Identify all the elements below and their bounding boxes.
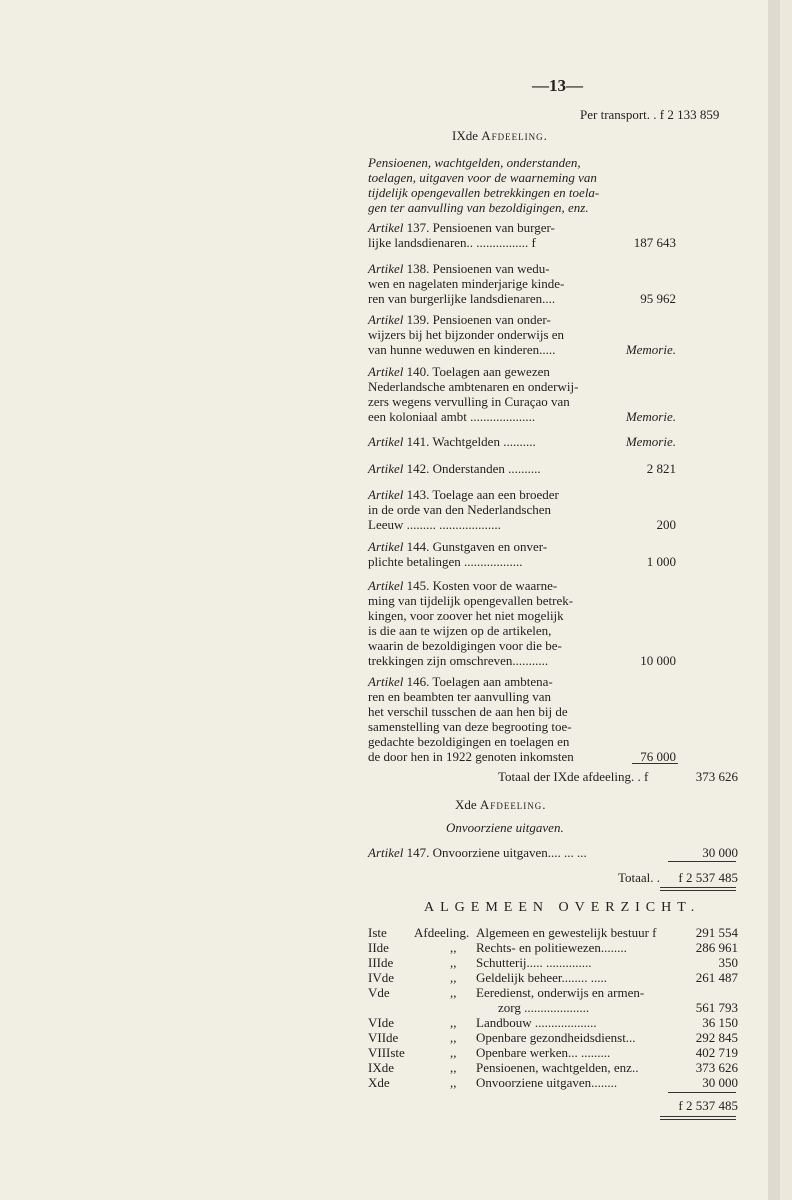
overview-row-desc: Rechts- en politiewezen........ (476, 940, 627, 955)
article-141-amount: Memorie. (625, 434, 676, 449)
article-143 (368, 487, 613, 532)
article-147 (368, 845, 587, 860)
overview-row-num: VIIIste (368, 1045, 405, 1060)
article-label: Artikel (368, 434, 404, 449)
article-142 (368, 461, 613, 476)
article-text: 137. Pensioenen van burger- (403, 220, 555, 235)
overview-row-num: VIde (368, 1015, 394, 1030)
article-text: 147. Onvoorziene uitgaven.... ... ... (403, 845, 587, 860)
article-139-amount: Memorie. (625, 342, 676, 357)
overview-row-mark: ,, (450, 985, 457, 1000)
overview-row-mark: ,, (450, 1045, 457, 1060)
article-label: Artikel (368, 487, 404, 502)
overview-row-amount: 561 793 (695, 1000, 738, 1015)
overview-row-desc: zorg .................... (498, 1000, 590, 1015)
article-label: Artikel (368, 578, 404, 593)
article-146-amount: 76 000 (640, 749, 676, 764)
overview-row-mark: ,, (450, 970, 457, 985)
article-text: 142. Onderstanden .......... (403, 461, 541, 476)
article-text: Leeuw ......... ................... (368, 517, 501, 532)
overview-row-desc: Schutterij..... .............. (476, 955, 592, 970)
article-141 (368, 434, 613, 449)
section9-heading-word: Afdeeling. (481, 128, 548, 143)
article-label: Artikel (368, 220, 404, 235)
article-text: de door hen in 1922 genoten inkomsten (368, 749, 574, 764)
article-144-amount: 1 000 (646, 554, 676, 569)
article-144 (368, 539, 613, 569)
transport-line (580, 107, 719, 122)
section10-subtitle: Onvoorziene uitgaven. (446, 820, 564, 835)
article-text: Nederlandsche ambtenaren en onderwij- (368, 379, 579, 394)
subtitle-line: tijdelijk opengevallen betrekkingen en toela- (368, 185, 600, 200)
article-text: 145. Kosten voor de waarne- (403, 578, 558, 593)
article-label: Artikel (368, 312, 404, 327)
article-138-amount: 95 962 (640, 291, 676, 306)
section10-heading (455, 797, 547, 812)
overview-row-num: Iste (368, 925, 387, 940)
article-text: in de orde van den Nederlandschen (368, 502, 552, 517)
overview-row-mark: ,, (450, 955, 457, 970)
overview-row-mark: ,, (450, 1030, 457, 1045)
article-140-amount: Memorie. (625, 409, 676, 424)
overview-total: f 2 537 485 (678, 1098, 738, 1113)
overview-row-desc: Onvoorziene uitgaven........ (476, 1075, 618, 1090)
overview-row-amount: 36 150 (702, 1015, 738, 1030)
article-label: Artikel (368, 461, 404, 476)
article-label: Artikel (368, 539, 404, 554)
article-text: trekkingen zijn omschreven........... (368, 653, 549, 668)
overview-row-amount: 286 961 (695, 940, 738, 955)
double-rule-bottom (660, 890, 736, 891)
overview-row-mark: Afdeeling. (414, 925, 470, 940)
total-rule (668, 861, 736, 862)
overview-row-desc: Landbouw ................... (476, 1015, 597, 1030)
section9-total-value: 373 626 (695, 769, 738, 784)
overview-row-desc: Eeredienst, onderwijs en armen- (476, 985, 645, 1000)
section10-heading-prefix: Xde (455, 797, 477, 812)
overview-double-rule-bottom (660, 1119, 736, 1120)
overview-row-num: IIde (368, 940, 389, 955)
overview-row-num: VIIde (368, 1030, 399, 1045)
overview-title: ALGEMEEN OVERZICHT. (424, 900, 701, 915)
article-137 (368, 220, 613, 250)
overview-row-desc: Pensioenen, wachtgelden, enz.. (476, 1060, 639, 1075)
article-text: wijzers bij het bijzonder onderwijs en (368, 327, 565, 342)
transport-label: Per transport. . (580, 107, 657, 122)
overview-double-rule-top (660, 1116, 736, 1117)
article-text: is die aan te wijzen op de artikelen, (368, 623, 552, 638)
article-147-amount: 30 000 (702, 845, 738, 860)
article-text: 139. Pensioenen van onder- (403, 312, 551, 327)
article-text: ren en beambten ter aanvulling van (368, 689, 552, 704)
overview-total-rule (668, 1092, 736, 1093)
overview-row-amount: 350 (718, 955, 738, 970)
article-text: plichte betalingen .................. (368, 554, 523, 569)
transport-value: f 2 133 859 (659, 107, 720, 122)
article-text: ren van burgerlijke landsdienaren.... (368, 291, 556, 306)
article-140 (368, 364, 613, 424)
overview-row-num: IIIde (368, 955, 394, 970)
article-text: 141. Wachtgelden .......... (403, 434, 536, 449)
overview-row-desc: Algemeen en gewestelijk bestuur f (476, 925, 657, 940)
overview-row-mark: ,, (450, 1075, 457, 1090)
subtotal-rule (632, 763, 678, 764)
overview-row-num: Vde (368, 985, 390, 1000)
section9-subtitle (368, 155, 613, 215)
section9-heading-prefix: IXde (452, 128, 478, 143)
article-text: 138. Pensioenen van wedu- (403, 261, 550, 276)
article-138 (368, 261, 613, 306)
overview-row-amount: 373 626 (695, 1060, 738, 1075)
overview-row-amount: 261 487 (695, 970, 738, 985)
article-text: van hunne weduwen en kinderen..... (368, 342, 556, 357)
overview-row-mark: ,, (450, 1015, 457, 1030)
article-label: Artikel (368, 364, 404, 379)
article-142-amount: 2 821 (646, 461, 676, 476)
article-145 (368, 578, 613, 668)
article-label: Artikel (368, 674, 404, 689)
section9-heading (452, 128, 548, 143)
double-rule-top (660, 887, 736, 888)
overview-row-mark: ,, (450, 1060, 457, 1075)
article-143-amount: 200 (656, 517, 676, 532)
overview-row-num: Xde (368, 1075, 390, 1090)
overview-row-amount: 402 719 (695, 1045, 738, 1060)
article-text: ming van tijdelijk opengevallen betrek- (368, 593, 574, 608)
page-number: —13— (532, 76, 583, 95)
overview-row-amount: 30 000 (702, 1075, 738, 1090)
subtitle-line: Pensioenen, wachtgelden, onderstanden, (368, 155, 581, 170)
section10-heading-word: Afdeeling. (479, 797, 547, 812)
article-145-amount: 10 000 (640, 653, 676, 668)
section9-total-label: Totaal der IXde afdeeling. . f (498, 769, 649, 784)
article-text: wen en nagelaten minderjarige kinde- (368, 276, 565, 291)
overview-row-num: IVde (368, 970, 394, 985)
overview-row-num: IXde (368, 1060, 394, 1075)
subtitle-line: toelagen, uitgaven voor de waarneming van (368, 170, 597, 185)
article-text: samenstelling van deze begrooting toe- (368, 719, 572, 734)
article-137-amount: 187 643 (633, 235, 676, 250)
article-text: 144. Gunstgaven en onver- (403, 539, 548, 554)
article-text: het verschil tusschen de aan hen bij de (368, 704, 568, 719)
article-text: een koloniaal ambt .................... (368, 409, 536, 424)
overview-row-mark: ,, (450, 940, 457, 955)
page-edge (768, 0, 780, 1200)
article-text: 143. Toelage aan een broeder (403, 487, 559, 502)
article-text: 140. Toelagen aan gewezen (403, 364, 550, 379)
overview-row-desc: Geldelijk beheer........ ..... (476, 970, 608, 985)
article-text: waarin de bezoldigingen voor die be- (368, 638, 562, 653)
article-text: 146. Toelagen aan ambtena- (403, 674, 553, 689)
article-text: zers wegens vervulling in Curaçao van (368, 394, 570, 409)
subtitle-line: gen ter aanvulling van bezoldigingen, enz. (368, 200, 589, 215)
overview-row-desc: Openbare gezondheidsdienst... (476, 1030, 636, 1045)
article-text: kingen, voor zoover het niet mogelijk (368, 608, 564, 623)
grand-total-label: Totaal. . (618, 870, 661, 885)
article-text: gedachte bezoldigingen en toelagen en (368, 734, 570, 749)
article-139 (368, 312, 613, 357)
overview-row-desc: Openbare werken... ......... (476, 1045, 611, 1060)
overview-row-amount: 292 845 (695, 1030, 738, 1045)
article-text: lijke landsdienaren.. ................ f (368, 235, 536, 250)
article-label: Artikel (368, 261, 404, 276)
article-label: Artikel (368, 845, 404, 860)
article-146 (368, 674, 613, 764)
overview-row-amount: 291 554 (695, 925, 738, 940)
grand-total-value: f 2 537 485 (678, 870, 738, 885)
